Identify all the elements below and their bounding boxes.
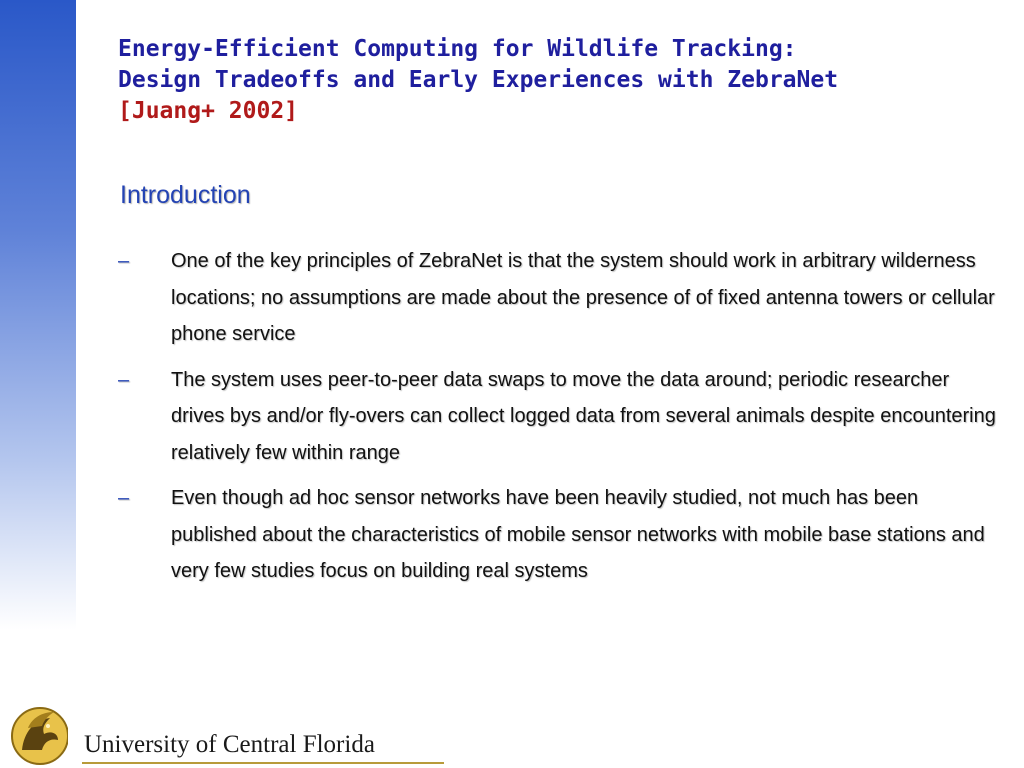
dash-bullet-icon: –: [118, 250, 130, 272]
footer-divider: [82, 762, 444, 764]
dash-bullet-icon: –: [118, 487, 130, 509]
title-line-2: Design Tradeoffs and Early Experiences with ZebraNet: [118, 67, 839, 93]
slide-title: [118, 34, 838, 127]
bullet-list: [116, 243, 996, 599]
bullet-item: [116, 480, 996, 590]
bullet-item: [116, 362, 996, 472]
section-heading: Introduction: [120, 181, 251, 209]
university-name: University of Central Florida: [84, 731, 375, 758]
title-citation: [Juang+ 2002]: [118, 98, 299, 124]
left-gradient-band: [0, 0, 76, 768]
dash-bullet-icon: –: [118, 368, 130, 391]
pegasus-logo-icon: [8, 704, 68, 766]
bullet-text: The system uses peer-to-peer data swaps to move the data around; periodic researcher drives bys and/or fly-overs can collect logged data from several animals despite encountering relatively few within range: [171, 368, 996, 464]
bullet-item: [116, 243, 996, 353]
title-line-1: Energy-Efficient Computing for Wildlife Tracking:: [118, 36, 797, 62]
footer: [8, 700, 448, 766]
bullet-text: One of the key principles of ZebraNet is that the system should work in arbitrary wilderness locations; no assumptions are made about the presence of of fixed antenna towers or cellular phone service: [171, 250, 995, 345]
bullet-text: Even though ad hoc sensor networks have been heavily studied, not much has been published about the characteristics of mobile sensor networks with mobile base stations and very few studies focus on building real systems: [171, 487, 985, 582]
